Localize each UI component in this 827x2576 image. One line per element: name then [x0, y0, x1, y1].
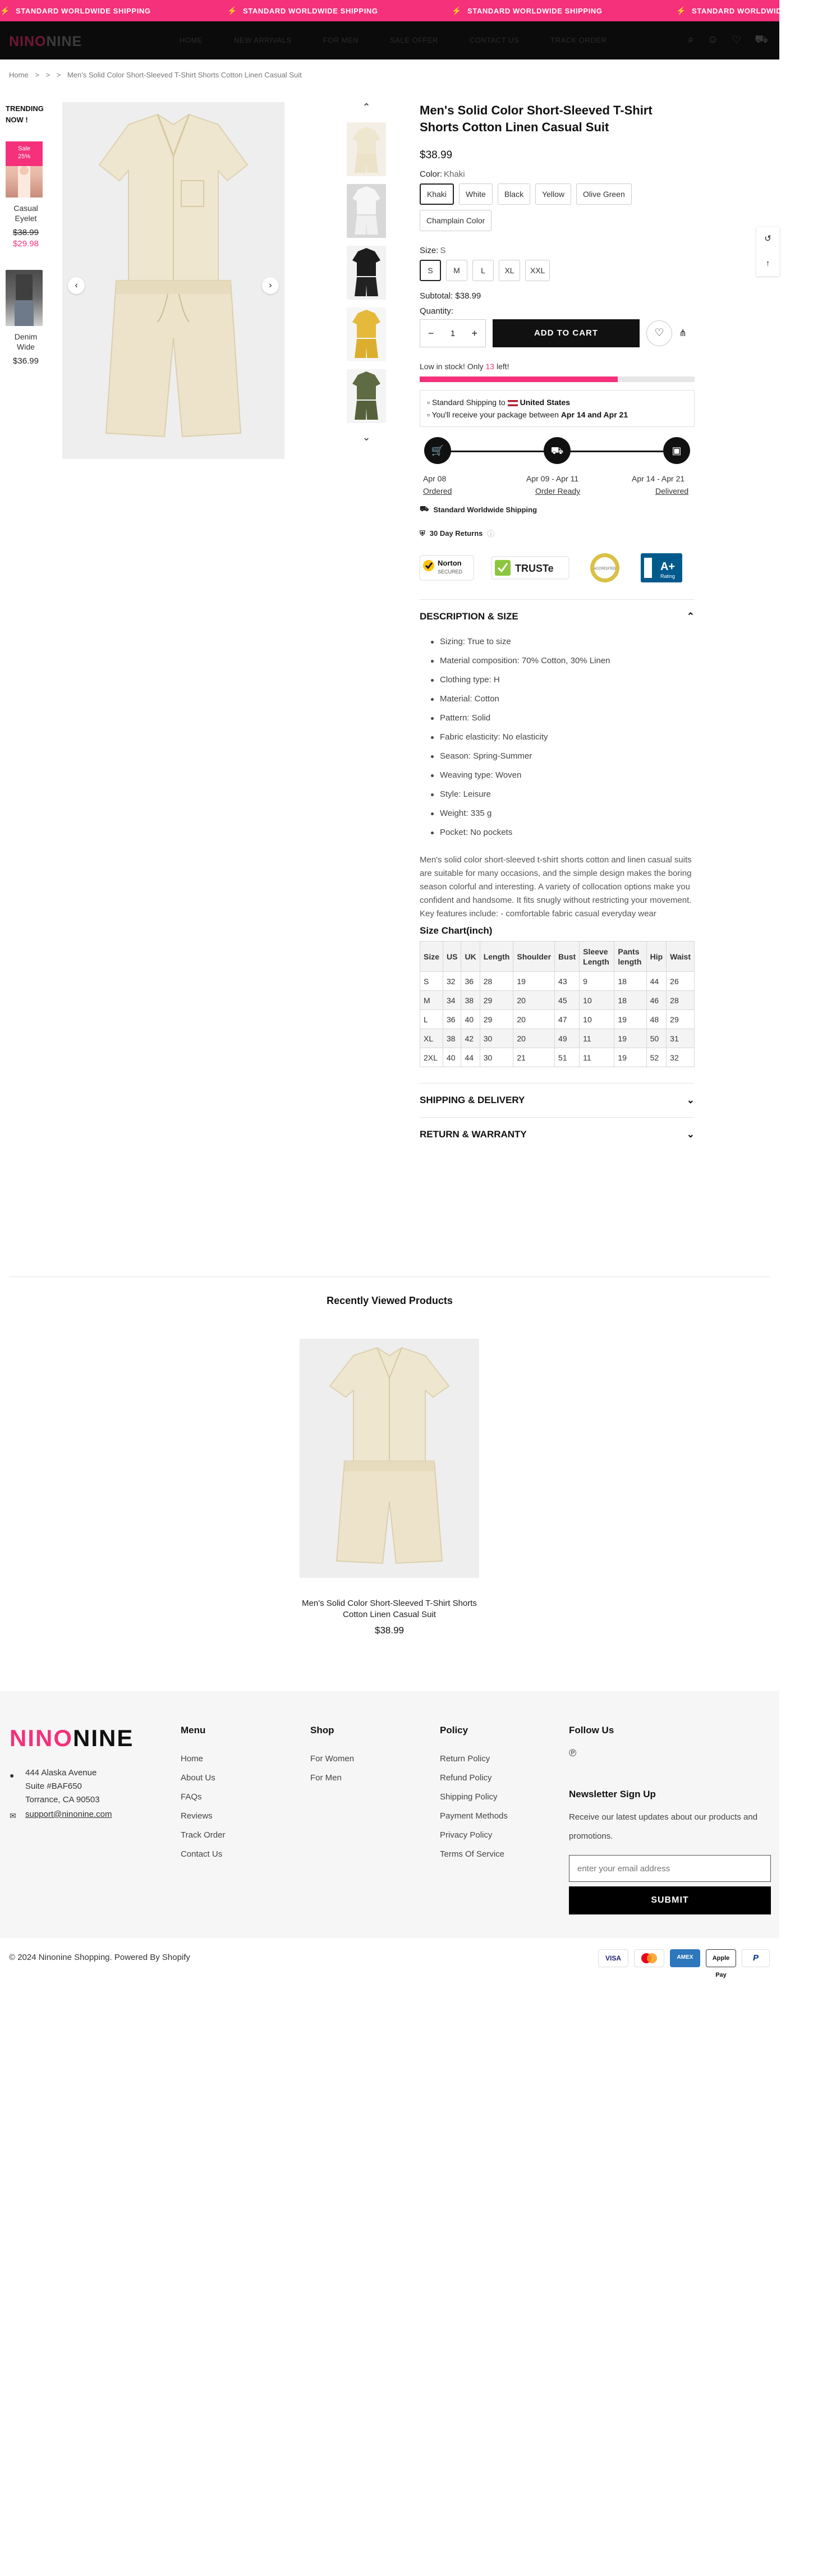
color-option-yellow[interactable]: Yellow: [535, 183, 571, 205]
announcement-item: ⚡ STANDARD WORLDWIDE SHIPPING: [227, 6, 378, 15]
spec-list: [420, 632, 695, 842]
spec-item: Sizing: True to size: [420, 632, 695, 651]
info-icon[interactable]: ⓘ: [487, 530, 495, 538]
mail-icon: ✉: [10, 1811, 16, 1820]
size-chart-cell: 40: [443, 1048, 461, 1067]
product-info: [420, 102, 695, 1151]
trust-badges: [420, 553, 695, 582]
main-nav: [180, 36, 607, 44]
buy-row: [420, 319, 695, 347]
size-chart-cell: 30: [480, 1048, 513, 1067]
size-option-xl[interactable]: XL: [499, 260, 520, 281]
plus-icon[interactable]: +: [471, 327, 477, 339]
size-chart-header: Pants length: [614, 942, 646, 972]
timeline-date: Apr 08: [423, 474, 447, 483]
footer-link[interactable]: Contact Us: [181, 1849, 223, 1859]
thumbnail-strip: [347, 100, 386, 444]
floating-tools: [756, 227, 779, 276]
newsletter-text: Receive our latest updates about our products and promotions.: [569, 1812, 758, 1841]
nav-track-order[interactable]: TRACK ORDER: [550, 36, 607, 44]
size-chart-cell: 50: [646, 1029, 667, 1048]
size-chart-cell: 42: [461, 1029, 480, 1048]
size-chart-cell: 52: [646, 1048, 667, 1067]
recently-viewed-image[interactable]: [300, 1339, 479, 1578]
trending-item-image[interactable]: [6, 141, 43, 198]
product-illustration: [62, 102, 284, 459]
mastercard-icon: [634, 1949, 664, 1967]
truste-badge: [491, 553, 569, 582]
size-chart-cell: 46: [646, 991, 667, 1010]
footer-link[interactable]: Shipping Policy: [440, 1792, 498, 1802]
trending-item-image[interactable]: [6, 270, 43, 326]
size-chart-cell: 10: [580, 991, 614, 1010]
size-chart-cell: M: [420, 991, 443, 1010]
next-image-button[interactable]: ›: [262, 277, 279, 294]
timeline-label: Order Ready: [535, 486, 581, 495]
svg-text:TRUSTe: TRUSTe: [515, 563, 554, 574]
footer-link[interactable]: Refund Policy: [440, 1773, 492, 1783]
truck-icon: ⛟: [420, 504, 429, 513]
product-price: $38.99: [420, 149, 453, 161]
user-icon[interactable]: ☺: [707, 34, 719, 45]
size-chart-cell: 19: [513, 972, 555, 991]
bolt-icon: ⚡: [227, 6, 238, 15]
size-chart-cell: 19: [614, 1029, 646, 1048]
bolt-icon: ⚡: [0, 6, 11, 15]
thumbnail-white[interactable]: [347, 184, 386, 238]
shipping-accordion-header[interactable]: SHIPPING & DELIVERY ⌄: [420, 1083, 695, 1117]
site-logo[interactable]: NINONINE: [9, 34, 82, 49]
size-chart-cell: 20: [513, 991, 555, 1010]
size-chart-title: Size Chart(inch): [420, 925, 493, 936]
breadcrumb: Home > > > Men's Solid Color Short-Sleeved T-Shirt Shorts Cotton Linen Casual Suit: [9, 71, 302, 79]
breadcrumb-current: Men's Solid Color Short-Sleeved T-Shirt Shorts Cotton Linen Casual Suit: [67, 71, 302, 79]
share-icon[interactable]: ⋔: [679, 328, 687, 338]
newsletter-submit-button[interactable]: SUBMIT: [569, 1886, 771, 1914]
footer-policy: Policy Return Policy Refund Policy Shipping Policy Payment Methods Privacy Policy Terms Of Service: [440, 1725, 508, 1864]
size-chart-cell: 49: [555, 1029, 580, 1048]
footer-link[interactable]: Terms Of Service: [440, 1849, 505, 1859]
us-flag-icon: [508, 400, 518, 406]
delivery-timeline: [420, 437, 695, 510]
size-chart-cell: 45: [555, 991, 580, 1010]
size-chart-header: Sleeve Length: [580, 942, 614, 972]
recently-viewed-name[interactable]: Men's Solid Color Short-Sleeved T-Shirt Shorts Cotton Linen Casual Suit: [302, 1599, 477, 1619]
spec-item: Fabric elasticity: No elasticity: [420, 728, 695, 747]
thumbnail-khaki[interactable]: [347, 122, 386, 176]
bbb-badge: [641, 553, 682, 582]
footer-link[interactable]: Privacy Policy: [440, 1830, 493, 1840]
package-icon: ▫: [427, 410, 430, 419]
timeline-label: Delivered: [655, 486, 689, 495]
trending-item-old-price: $38.99: [13, 228, 39, 237]
spec-item: Weight: 335 g: [420, 804, 695, 823]
announcement-item: ⚡ STANDARD WORLDWIDE SHIPPING: [0, 6, 151, 15]
pinterest-icon[interactable]: ℗: [569, 1747, 577, 1758]
timeline-label: Ordered: [423, 486, 452, 495]
trending-title: TRENDING NOW !: [6, 104, 44, 124]
chevron-up-icon: ⌃: [686, 611, 695, 622]
size-chart-cell: 40: [461, 1010, 480, 1029]
size-chart-cell: 10: [580, 1010, 614, 1029]
truck-icon: ⛟: [544, 437, 571, 464]
size-option-l[interactable]: L: [472, 260, 494, 281]
size-chart-header: Waist: [667, 942, 695, 972]
color-options: [420, 183, 695, 231]
sale-badge: Sale 25%: [6, 141, 43, 166]
size-chart-row: [420, 1048, 695, 1067]
add-to-cart-button[interactable]: ADD TO CART: [493, 319, 640, 347]
size-chart-cell: 44: [646, 972, 667, 991]
timeline-date: Apr 09 - Apr 11: [526, 474, 579, 483]
size-chart-cell: 29: [480, 1010, 513, 1029]
size-chart-row: [420, 1010, 695, 1029]
stock-progress-fill: [420, 376, 618, 382]
color-option-khaki[interactable]: Khaki: [420, 183, 454, 205]
size-chart-cell: 30: [480, 1029, 513, 1048]
size-chart-cell: 28: [480, 972, 513, 991]
quantity-label: Quantity:: [420, 306, 454, 316]
footer-link[interactable]: FAQs: [181, 1792, 202, 1802]
cart-icon: 🛒: [424, 437, 451, 464]
bolt-icon: ⚡: [452, 6, 462, 15]
size-chart-cell: 51: [555, 1048, 580, 1067]
size-chart-header: US: [443, 942, 461, 972]
size-chart-cell: 11: [580, 1048, 614, 1067]
size-chart-cell: 26: [667, 972, 695, 991]
spec-item: Weaving type: Woven: [420, 766, 695, 785]
chevron-down-icon[interactable]: ⌄: [362, 431, 371, 443]
location-icon: ●: [10, 1771, 15, 1780]
size-chart-cell: 38: [461, 991, 480, 1010]
footer-link[interactable]: Return Policy: [440, 1754, 490, 1764]
wishlist-button[interactable]: [646, 320, 672, 346]
apple-pay-icon: Apple Pay: [706, 1949, 736, 1967]
description-accordion-header[interactable]: DESCRIPTION & SIZE ⌃: [420, 599, 695, 622]
trending-sidebar: [6, 103, 46, 366]
quantity-stepper: [420, 319, 486, 347]
size-chart-cell: 47: [555, 1010, 580, 1029]
site-header: [0, 21, 779, 59]
nav-home[interactable]: HOME: [180, 36, 203, 44]
size-chart-cell: 21: [513, 1048, 555, 1067]
size-chart-cell: 36: [461, 972, 480, 991]
breadcrumb-home[interactable]: Home: [9, 71, 29, 79]
trending-item[interactable]: [6, 270, 46, 366]
nav-sale-offer[interactable]: SALE OFFER: [390, 36, 438, 44]
size-chart-header: Length: [480, 942, 513, 972]
footer-link[interactable]: Home: [181, 1754, 204, 1764]
spec-item: Material: Cotton: [420, 690, 695, 709]
accredited-badge: [587, 553, 623, 582]
search-icon[interactable]: ⌕: [688, 34, 694, 45]
stock-notice: Low in stock! Only 13 left!: [420, 362, 509, 371]
size-chart-header: UK: [461, 942, 480, 972]
newsletter-email-input[interactable]: [569, 1855, 771, 1882]
size-chart-cell: 19: [614, 1010, 646, 1029]
history-icon[interactable]: ↺: [764, 234, 771, 244]
size-chart-row: [420, 991, 695, 1010]
subtotal: Subtotal: $38.99: [420, 291, 481, 301]
shield-icon: ⛨: [420, 529, 425, 538]
trending-item[interactable]: [6, 141, 46, 249]
size-chart-cell: 20: [513, 1010, 555, 1029]
norton-badge: [420, 553, 474, 582]
chevron-down-icon: ⌄: [686, 1129, 695, 1140]
spec-item: Style: Leisure: [420, 785, 695, 804]
footer-shop: Shop For Women For Men: [310, 1725, 354, 1788]
thumbnail-olive-green[interactable]: [347, 369, 386, 423]
recently-viewed-price: $38.99: [375, 1625, 404, 1636]
size-chart-cell: 29: [480, 991, 513, 1010]
heart-icon: ♡: [654, 327, 664, 339]
size-chart-header: Shoulder: [513, 942, 555, 972]
heart-icon[interactable]: ♡: [732, 34, 742, 46]
spec-item: Pattern: Solid: [420, 709, 695, 728]
trending-item-price: $29.98: [13, 239, 39, 249]
size-option-s[interactable]: S: [420, 260, 441, 281]
description-text: Men's solid color short-sleeved t-shirt shorts cotton and linen casual suits are suitable for many occasions, and the simple design makes the boring season colorful and interesting. A variety of collocation options make you confident and handsome. It fits snugly without restricting your movement. Key features include: - comfortable fabric casual everyday wear: [420, 855, 692, 919]
spec-item: Material composition: 70% Cotton, 30% Linen: [420, 651, 695, 671]
announcement-bar: [0, 0, 827, 21]
size-chart-cell: 28: [667, 991, 695, 1010]
cart-icon[interactable]: ⛟: [755, 34, 768, 45]
color-option-white[interactable]: White: [459, 183, 493, 205]
thumbnail-yellow[interactable]: [347, 307, 386, 361]
thumbnail-black[interactable]: [347, 246, 386, 300]
footer-link[interactable]: Track Order: [181, 1830, 226, 1840]
footer-link[interactable]: Reviews: [181, 1811, 213, 1821]
size-chart-cell: 32: [443, 972, 461, 991]
size-chart-cell: L: [420, 1010, 443, 1029]
chevron-down-icon: ⌄: [686, 1095, 695, 1105]
prev-image-button[interactable]: ‹: [68, 277, 85, 294]
size-chart-cell: 43: [555, 972, 580, 991]
stock-progress-bar: [420, 376, 695, 382]
size-option-xxl[interactable]: XXL: [525, 260, 550, 281]
size-chart-cell: 18: [614, 991, 646, 1010]
nav-for-men[interactable]: FOR MEN: [323, 36, 359, 44]
quantity-value[interactable]: 1: [450, 328, 456, 338]
size-chart-cell: 18: [614, 972, 646, 991]
footer-link[interactable]: Payment Methods: [440, 1811, 508, 1821]
recently-viewed-item[interactable]: [300, 1339, 479, 1636]
color-label: Color: Khaki: [420, 169, 465, 179]
paypal-icon: P: [742, 1949, 770, 1967]
chevron-up-icon[interactable]: ⌃: [362, 102, 371, 113]
color-option-olive-green[interactable]: Olive Green: [576, 183, 632, 205]
shipping-estimate: ▫ Standard Shipping to United States ▫ You'll receive your package between Apr 14 and Apr 21: [420, 390, 695, 427]
size-chart-cell: 34: [443, 991, 461, 1010]
nav-new-arrivals[interactable]: NEW ARRIVALS: [234, 36, 292, 44]
product-main-image[interactable]: [62, 102, 284, 459]
size-chart-cell: 36: [443, 1010, 461, 1029]
size-chart-cell: 9: [580, 972, 614, 991]
header-icons: [688, 34, 768, 47]
size-chart-cell: 20: [513, 1029, 555, 1048]
bolt-icon: ⚡: [676, 6, 687, 15]
footer-follow: Follow Us ℗ Newsletter Sign Up Receive our latest updates about our products and promotions. enter your email address SUBMIT: [569, 1725, 779, 1914]
size-chart-header: Hip: [646, 942, 667, 972]
footer-link[interactable]: About Us: [181, 1773, 215, 1783]
amex-icon: AMEX: [670, 1949, 700, 1967]
size-option-m[interactable]: M: [446, 260, 467, 281]
size-chart-cell: XL: [420, 1029, 443, 1048]
footer-link[interactable]: For Women: [310, 1754, 355, 1764]
back-to-top-icon[interactable]: ↑: [765, 259, 770, 268]
svg-text:Rating: Rating: [660, 573, 676, 579]
shipping-icon: ▫: [427, 398, 430, 407]
spec-item: Clothing type: H: [420, 671, 695, 690]
newsletter-title: Newsletter Sign Up: [569, 1789, 656, 1799]
box-icon: ▣: [663, 437, 690, 464]
size-chart-cell: 31: [667, 1029, 695, 1048]
size-chart-cell: 19: [614, 1048, 646, 1067]
timeline-date: Apr 14 - Apr 21: [632, 474, 685, 483]
size-label: Size: S: [420, 246, 446, 255]
size-chart-cell: 48: [646, 1010, 667, 1029]
footer-menu: Menu Home About Us FAQs Reviews Track Order Contact Us: [181, 1725, 225, 1864]
announcement-item: ⚡ STANDARD WORLDWIDE SHIPPING: [676, 6, 827, 15]
announcement-item: ⚡ STANDARD WORLDWIDE SHIPPING: [452, 6, 603, 15]
color-option-black[interactable]: Black: [498, 183, 530, 205]
site-footer: [0, 1691, 779, 1938]
size-chart-cell: 29: [667, 1010, 695, 1029]
recently-viewed-title: Recently Viewed Products: [327, 1295, 453, 1306]
svg-text:SECURED: SECURED: [438, 569, 463, 575]
product-title: Men's Solid Color Short-Sleeved T-Shirt Shorts Cotton Linen Casual Suit: [420, 103, 653, 134]
size-chart-cell: 2XL: [420, 1048, 443, 1067]
returns-info: ⛨ 30 Day Returns ⓘ: [420, 529, 495, 538]
size-chart-cell: S: [420, 972, 443, 991]
size-chart-row: [420, 972, 695, 991]
size-chart-cell: 38: [443, 1029, 461, 1048]
footer-logo[interactable]: NINONINE: [10, 1725, 134, 1751]
color-option-champlain[interactable]: Champlain Color: [420, 210, 491, 231]
spec-item: Season: Spring-Summer: [420, 747, 695, 766]
svg-text:A+: A+: [660, 561, 676, 573]
size-chart-header: Size: [420, 942, 443, 972]
size-chart-row: [420, 1029, 695, 1048]
footer-email[interactable]: support@ninonine.com: [25, 1810, 112, 1819]
size-chart-cell: 44: [461, 1048, 480, 1067]
size-chart-cell: 11: [580, 1029, 614, 1048]
shipping-method: ⛟ Standard Worldwide Shipping: [420, 504, 537, 514]
footer-link[interactable]: For Men: [310, 1773, 342, 1783]
return-accordion-header[interactable]: RETURN & WARRANTY ⌄: [420, 1117, 695, 1151]
minus-icon[interactable]: −: [428, 327, 434, 339]
visa-icon: VISA: [598, 1949, 628, 1967]
trending-item-name[interactable]: Casual Eyelet: [13, 204, 38, 223]
size-chart-header: Bust: [555, 942, 580, 972]
spec-item: Pocket: No pockets: [420, 823, 695, 842]
size-chart-cell: 32: [667, 1048, 695, 1067]
copyright: © 2024 Ninonine Shopping. Powered By Shopify: [9, 1953, 190, 1962]
nav-contact-us[interactable]: CONTACT US: [469, 36, 520, 44]
svg-text:ACCREDITED: ACCREDITED: [594, 567, 616, 571]
trending-item-name[interactable]: Denim Wide: [14, 332, 38, 351]
footer-address: ● 444 Alaska Avenue Suite #BAF650 Torrance, CA 90503 ✉ support@ninonine.com: [10, 1766, 112, 1821]
size-options: [420, 260, 695, 281]
svg-text:Norton: Norton: [438, 559, 462, 567]
trending-item-price: $36.99: [13, 356, 39, 366]
size-chart-table: [420, 941, 695, 1067]
